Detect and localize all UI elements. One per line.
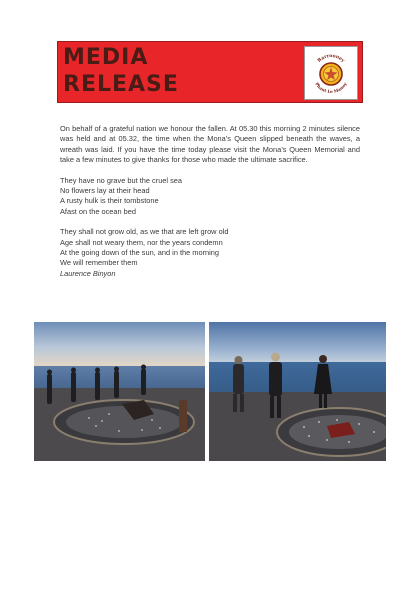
title-line-1: MEDIA bbox=[63, 45, 149, 70]
media-release-header bbox=[57, 41, 363, 103]
crest-icon bbox=[305, 47, 357, 99]
page-title bbox=[63, 44, 179, 98]
release-body bbox=[60, 124, 360, 289]
title-line-2: RELEASE bbox=[63, 72, 179, 97]
poem-line: We will remember them bbox=[60, 258, 138, 268]
intro-paragraph: On behalf of a grateful nation we honour the fallen. At 05.30 this morning 2 minutes silence was held and at 05.32, the time when the Mona’s Queen slipped beneath the waves, a wreath was laid. If you have the time today please visit the Mona’s Queen Memorial and take a few minutes to give thanks for those who made the ultimate sacrifice. bbox=[60, 124, 360, 165]
logo-top-text: Barrooney bbox=[317, 53, 346, 64]
poem-line: Afast on the ocean bed bbox=[60, 206, 137, 216]
logo-bottom-text: Phant Le Manny bbox=[314, 81, 348, 95]
poem-line: A rusty hulk is their tombstone bbox=[60, 196, 159, 206]
poem-author: Laurence Binyon bbox=[60, 268, 116, 278]
poem-ode bbox=[60, 227, 360, 279]
poem-line: They have no grave but the cruel sea bbox=[60, 175, 183, 185]
poem-line: Age shall not weary them, nor the years condemn bbox=[60, 237, 223, 247]
organisation-logo bbox=[304, 46, 358, 100]
poem-line: At the going down of the sun, and in the morning bbox=[60, 248, 220, 258]
memorial-photo-right bbox=[209, 322, 386, 461]
memorial-photo-left bbox=[34, 322, 205, 461]
poem-line: No flowers lay at their head bbox=[60, 186, 150, 196]
poem-sea bbox=[60, 176, 360, 218]
poem-line: They shall not grow old, as we that are left grow old bbox=[60, 227, 229, 237]
